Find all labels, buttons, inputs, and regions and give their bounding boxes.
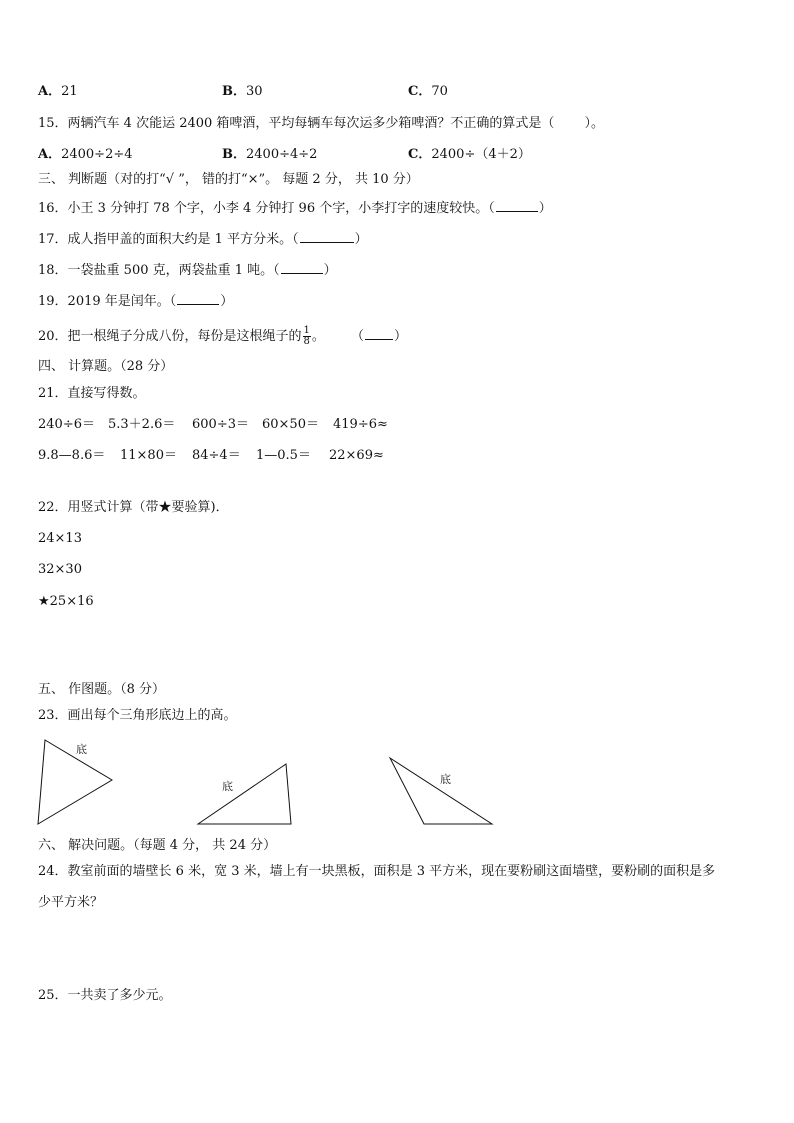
question-text: 18．一袋盐重 500 克，两袋盐重 1 吨。（ (38, 263, 280, 278)
q14-option-c (408, 84, 448, 100)
question-17 (38, 230, 368, 248)
question-18 (38, 261, 337, 279)
answer-blank[interactable] (496, 199, 538, 212)
calc-item: 60×50＝ (262, 417, 319, 432)
base-label: 底 (440, 773, 451, 786)
question-close: ） (220, 294, 234, 309)
option-letter: B． (222, 84, 246, 99)
option-letter: B． (222, 147, 246, 162)
question-close: ） (393, 329, 407, 344)
question-text: 20．把一根绳子分成八份，每份是这根绳子的 (38, 329, 302, 344)
triangle-2 (196, 762, 296, 828)
fraction-numerator: 1 (303, 325, 310, 336)
question-text: 17．成人指甲盖的面积大约是 1 平方分米。（ (38, 232, 299, 247)
calc-item: 5.3＋2.6＝ (108, 417, 176, 432)
answer-blank[interactable] (300, 230, 354, 243)
question-text: 15．两辆汽车 4 次能运 2400 箱啤酒，平均每辆车每次运多少箱啤酒？不正确的算式是（ (38, 116, 555, 131)
base-label: 底 (222, 780, 233, 793)
triangle-2-shape (198, 764, 291, 824)
triangle-3-shape (390, 758, 492, 824)
section-6-title: 六、 解决问题。（每题 4 分， 共 24 分） (38, 838, 277, 853)
calc-item: 9.8—8.6＝ (38, 448, 106, 463)
question-20 (38, 326, 407, 347)
question-24-line-2: 少平方米？ (38, 895, 104, 910)
triangle-1-shape (38, 740, 112, 824)
q15-option-c (408, 147, 531, 163)
calc-item: 11×80＝ (120, 448, 177, 463)
question-text: 19．2019 年是闰年。（ (38, 294, 177, 309)
option-text: 2400÷2÷4 (61, 147, 133, 162)
option-letter: A． (38, 147, 62, 162)
triangle-3 (388, 756, 498, 828)
fraction-denominator: 8 (303, 336, 310, 347)
option-text: 70 (431, 84, 448, 99)
answer-blank[interactable] (177, 292, 219, 305)
calc-item: 600÷3＝ (192, 417, 249, 432)
section-3-title: 三、 判断题（对的打“√ ”， 错的打“×”。 每题 2 分， 共 10 分） (38, 172, 419, 187)
vertical-calc-item: 32×30 (38, 562, 82, 577)
question-24-line-1: 24．教室前面的墙壁长 6 米，宽 3 米，墙上有一块黑板，面积是 3 平方米，现在要粉刷这面墙壁，要粉刷的面积是多 (38, 864, 716, 879)
section-5-title: 五、 作图题。（8 分） (38, 682, 166, 697)
question-paren-open: （ (350, 329, 364, 344)
q14-option-a (38, 84, 78, 100)
q15-option-a (38, 147, 133, 163)
calc-item: 419÷6≈ (333, 417, 388, 432)
question-close: ）。 (584, 116, 604, 131)
answer-blank[interactable] (281, 261, 323, 274)
question-close: ） (354, 232, 368, 247)
question-23: 23．画出每个三角形底边上的高。 (38, 708, 237, 723)
option-letter: A． (38, 84, 62, 99)
calc-item: 22×69≈ (329, 448, 384, 463)
option-text: 2400÷（4＋2） (431, 147, 531, 162)
vertical-calc-item: 24×13 (38, 531, 82, 546)
question-22: 22．用竖式计算（带★要验算)． (38, 500, 229, 515)
question-21: 21．直接写得数。 (38, 386, 146, 401)
answer-blank[interactable] (365, 327, 393, 340)
question-text: 16．小王 3 分钟打 78 个字，小李 4 分钟打 96 个字，小李打字的速度较快。（ (38, 201, 495, 216)
question-19 (38, 292, 233, 310)
option-text: 2400÷4÷2 (246, 147, 318, 162)
base-label: 底 (76, 743, 87, 756)
option-letter: C． (408, 84, 432, 99)
option-text: 30 (246, 84, 263, 99)
question-16 (38, 199, 552, 217)
q14-option-b (222, 84, 263, 100)
question-15 (38, 116, 604, 132)
vertical-calc-item: ★25×16 (38, 594, 94, 609)
calc-item: 84÷4＝ (192, 448, 241, 463)
question-close: ） (538, 201, 552, 216)
calc-item: 240÷6＝ (38, 417, 95, 432)
calc-item: 1—0.5＝ (256, 448, 311, 463)
q15-option-b (222, 147, 317, 163)
fraction (303, 326, 311, 347)
option-text: 21 (61, 84, 78, 99)
section-4-title: 四、 计算题。（28 分） (38, 359, 174, 374)
option-letter: C． (408, 147, 432, 162)
question-close: ） (323, 263, 337, 278)
question-suffix: 。 (311, 329, 325, 344)
question-25: 25．一共卖了多少元。 (38, 988, 172, 1003)
